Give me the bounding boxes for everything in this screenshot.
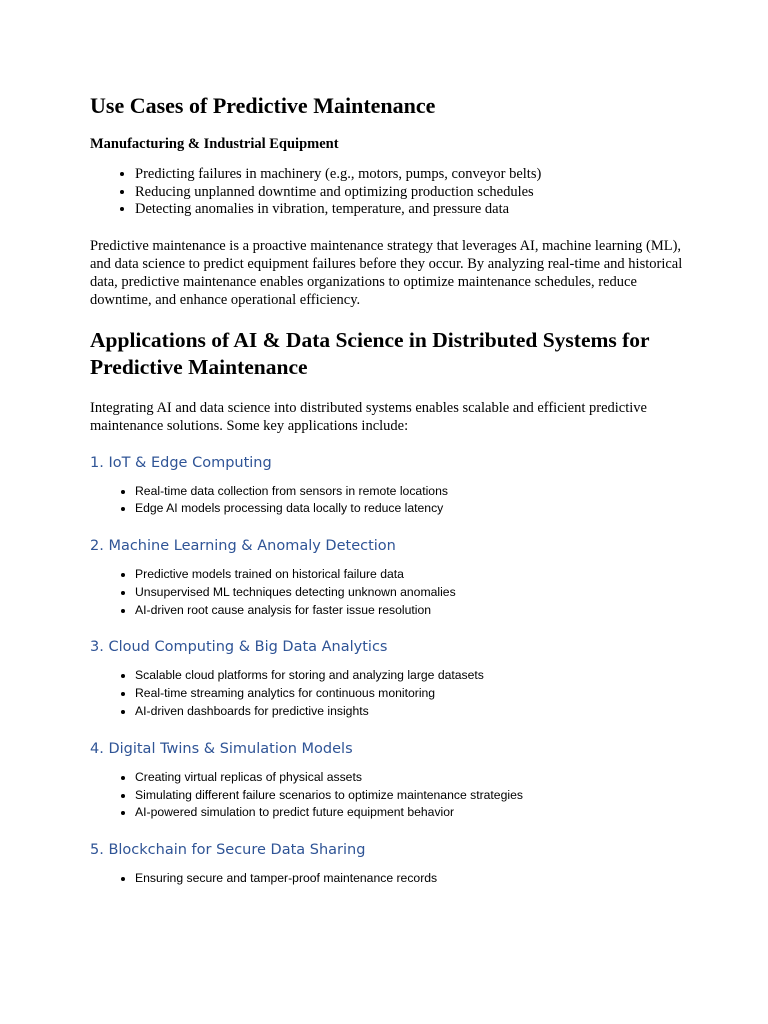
section-heading-blockchain: 5. Blockchain for Secure Data Sharing <box>90 842 366 859</box>
manufacturing-list <box>90 166 690 219</box>
blockchain-list <box>90 870 690 888</box>
list-item: • Simulating different failure scenarios to optimize maintenance strategies <box>135 787 690 805</box>
section-heading-cloud: 3. Cloud Computing & Big Data Analytics <box>90 639 388 656</box>
ml-list <box>90 566 690 619</box>
list-item: • Real-time streaming analytics for continuous monitoring <box>135 685 690 703</box>
cloud-list <box>90 667 690 720</box>
list-item: • AI-driven dashboards for predictive insights <box>135 703 690 721</box>
document-page <box>90 92 690 888</box>
applications-heading: Applications of AI & Data Science in Distributed Systems for Predictive Maintenance <box>90 327 650 379</box>
applications-intro: Integrating AI and data science into distributed systems enables scalable and efficient predictive maintenance solutions. Some key applications include: <box>90 399 647 434</box>
list-item: • Scalable cloud platforms for storing and analyzing large datasets <box>135 667 690 685</box>
list-item: • AI-driven root cause analysis for faster issue resolution <box>135 602 690 620</box>
iot-list <box>90 483 690 519</box>
manufacturing-heading: Manufacturing & Industrial Equipment <box>90 136 339 152</box>
section-heading-digital-twins: 4. Digital Twins & Simulation Models <box>90 740 353 757</box>
list-item: • AI-powered simulation to predict future equipment behavior <box>135 804 690 822</box>
list-item: • Unsupervised ML techniques detecting unknown anomalies <box>135 584 690 602</box>
section-heading-iot: 1. IoT & Edge Computing <box>90 454 272 471</box>
list-item: • Detecting anomalies in vibration, temperature, and pressure data <box>135 201 690 219</box>
list-item: • Reducing unplanned downtime and optimizing production schedules <box>135 184 690 202</box>
page-title: Use Cases of Predictive Maintenance <box>90 93 436 118</box>
section-heading-ml: 2. Machine Learning & Anomaly Detection <box>90 538 396 555</box>
definition-paragraph: Predictive maintenance is a proactive maintenance strategy that leverages AI, machine learning (ML), and data science to predict equipment failures before they occur. By analyzing real-time and historical data, predictive maintenance enables organizations to optimize maintenance schedules, reduce downtime, and enhance operational efficiency. <box>90 237 683 308</box>
list-item: • Predicting failures in machinery (e.g., motors, pumps, conveyor belts) <box>135 166 690 184</box>
list-item: • Predictive models trained on historical failure data <box>135 566 690 584</box>
list-item: • Edge AI models processing data locally to reduce latency <box>135 500 690 518</box>
list-item: • Real-time data collection from sensors in remote locations <box>135 483 690 501</box>
list-item: • Ensuring secure and tamper-proof maintenance records <box>135 870 690 888</box>
digital-twins-list <box>90 769 690 822</box>
list-item: • Creating virtual replicas of physical assets <box>135 769 690 787</box>
